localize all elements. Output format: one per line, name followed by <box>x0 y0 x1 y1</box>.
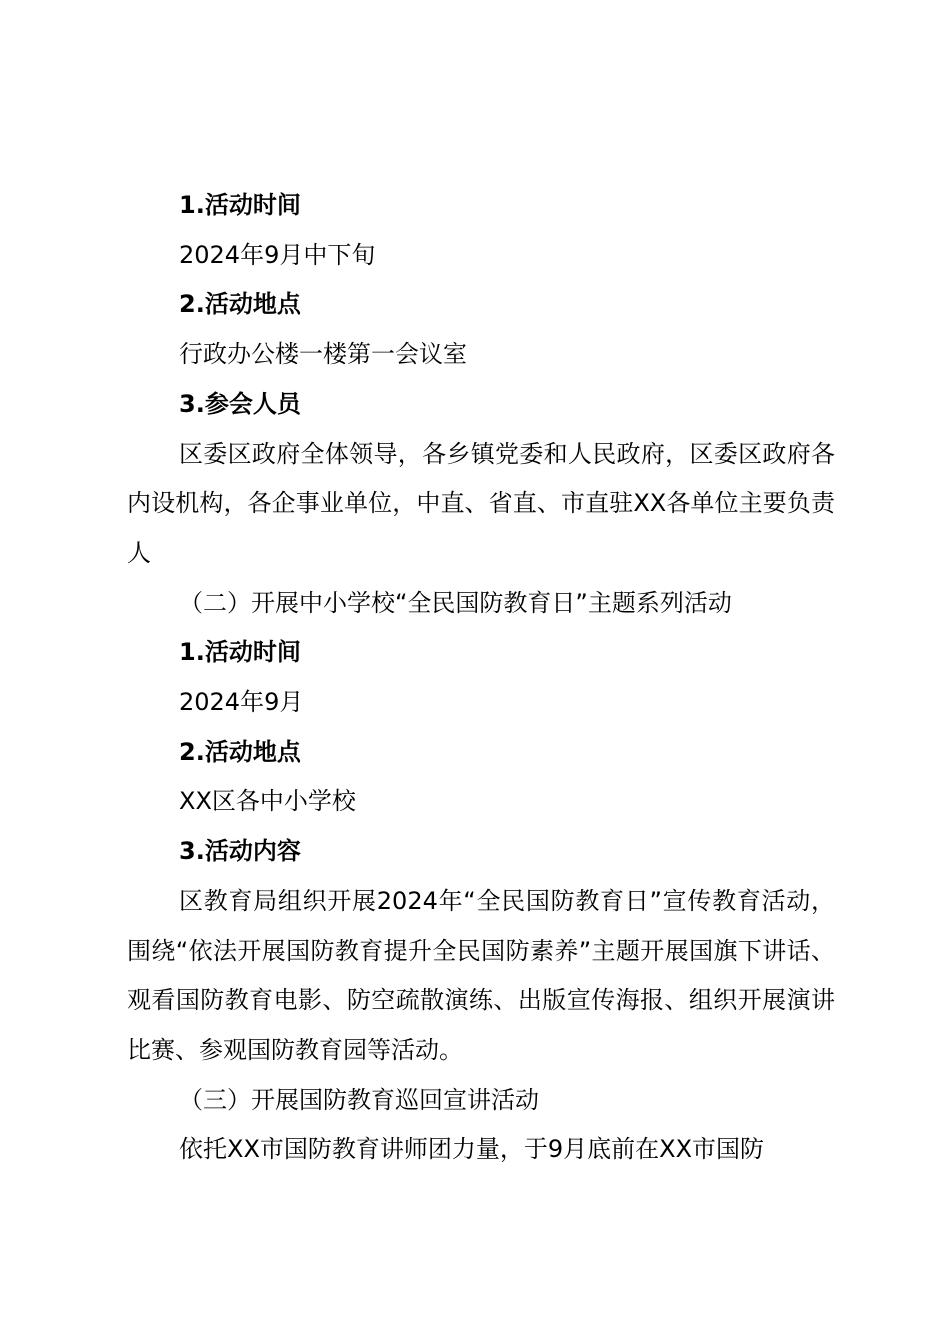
document-body <box>127 181 835 1175</box>
heading-activity-content: 3.活动内容 <box>179 837 301 866</box>
heading-activity-time: 1.活动时间 <box>179 191 301 219</box>
section-heading-two: （二）开展中小学校“全民国防教育日”主题系列活动 <box>179 588 732 617</box>
activity-content-value: 区教育局组织开展2024年“全民国防教育日”宣传教育活动，围绕“依法开展国防教育提升全民国防素养”主题开展国旗下讲话、观看国防教育电影、防空疏散演练、出版宣传海报、组织开展演讲比赛、参观国防教育园等活动。 <box>127 886 835 1064</box>
activity-time-value-2: 2024年9月 <box>179 688 304 717</box>
section-three-body: 依托XX市国防教育讲师团力量，于9月底前在XX市国防 <box>179 1135 765 1164</box>
heading-activity-location: 2.活动地点 <box>179 290 301 319</box>
heading-attendees: 3.参会人员 <box>179 389 301 418</box>
activity-time-value: 2024年9月中下旬 <box>179 240 376 269</box>
activity-location-value-2: XX区各中小学校 <box>179 787 356 816</box>
activity-location-value: 行政办公楼一楼第一会议室 <box>179 340 467 369</box>
section-heading-three: （三）开展国防教育巡回宣讲活动 <box>179 1085 539 1114</box>
attendees-value: 区委区政府全体领导，各乡镇党委和人民政府，区委区政府各内设机构，各企事业单位，中直、省直、市直驻XX各单位主要负责人 <box>127 439 835 567</box>
heading-activity-location-2: 2.活动地点 <box>179 737 301 766</box>
heading-activity-time-2: 1.活动时间 <box>179 638 301 667</box>
